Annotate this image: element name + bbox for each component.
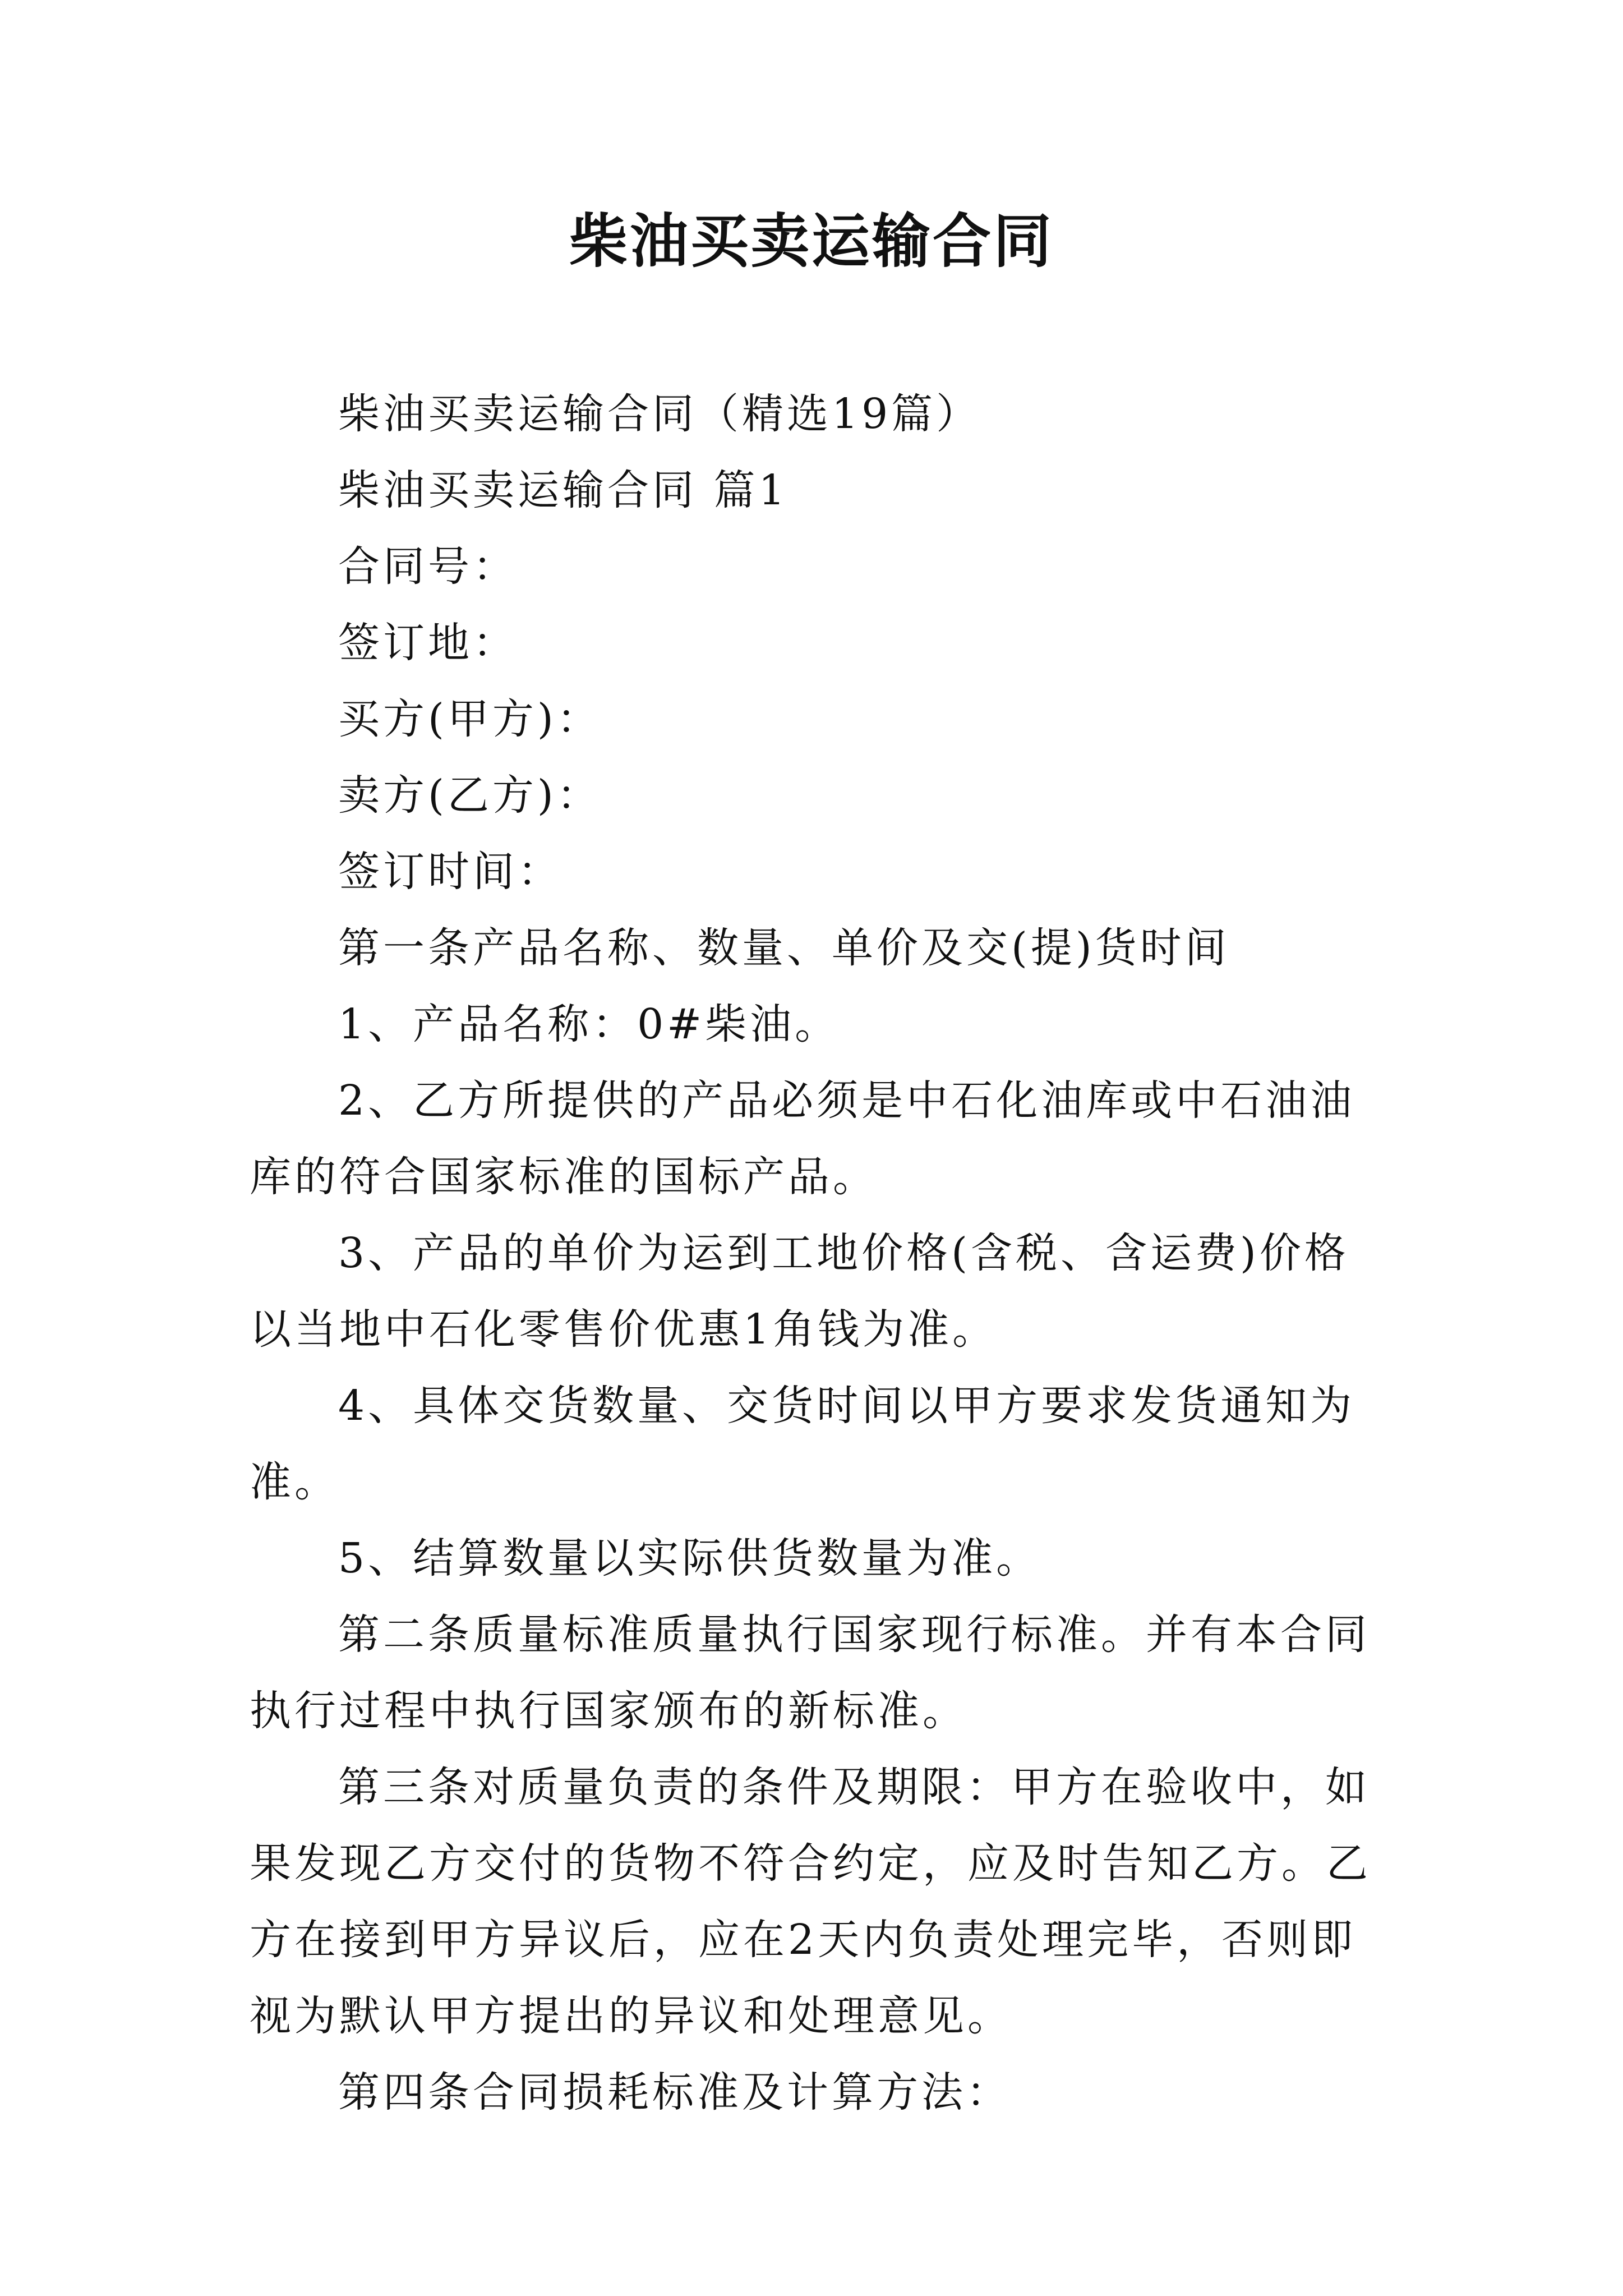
document-title: 柴油买卖运输合同 <box>569 207 1054 275</box>
contract-number-field: 合同号： <box>338 542 518 591</box>
paragraph-settlement: 5、结算数量以实际供货数量为准。 <box>338 1534 1041 1582</box>
paragraph-quality-responsibility: 第三条对质量负责的条件及期限：甲方在验收中，如果发现乙方交付的货物不符合约定，应及时告知乙方。乙方在接到甲方异议后，应在2天内负责处理完毕，否则即视为默认甲方提出的异议和处理意见。 <box>250 1763 1371 2040</box>
buyer-field: 买方(甲方)： <box>338 695 602 743</box>
paragraph-unit-price: 3、产品的单价为运到工地价格(含税、含运费)价格以当地中石化零售价优惠1角钱为准。 <box>250 1229 1349 1354</box>
paragraph-quality-standard: 第二条质量标准质量执行国家现行标准。并有本合同执行过程中执行国家颁布的新标准。 <box>250 1611 1370 1735</box>
signing-time-field: 签订时间： <box>338 848 562 896</box>
document-body <box>250 376 1388 2131</box>
section-heading: 柴油买卖运输合同 篇1 <box>338 466 789 514</box>
subtitle-line: 柴油买卖运输合同（精选19篇） <box>338 390 981 438</box>
article-one-heading: 第一条产品名称、数量、单价及交(提)货时间 <box>338 924 1230 972</box>
product-name-line: 1、产品名称：0#柴油。 <box>338 1000 840 1048</box>
paragraph-product-source: 2、乙方所提供的产品必须是中石化油库或中石油油库的符合国家标准的国标产品。 <box>250 1076 1355 1201</box>
seller-field: 卖方(乙方)： <box>338 771 602 820</box>
signing-place-field: 签订地： <box>338 619 518 667</box>
paragraph-delivery: 4、具体交货数量、交货时间以甲方要求发货通知为准。 <box>250 1382 1355 1506</box>
paragraph-loss-standard: 第四条合同损耗标准及计算方法： <box>338 2068 1011 2116</box>
